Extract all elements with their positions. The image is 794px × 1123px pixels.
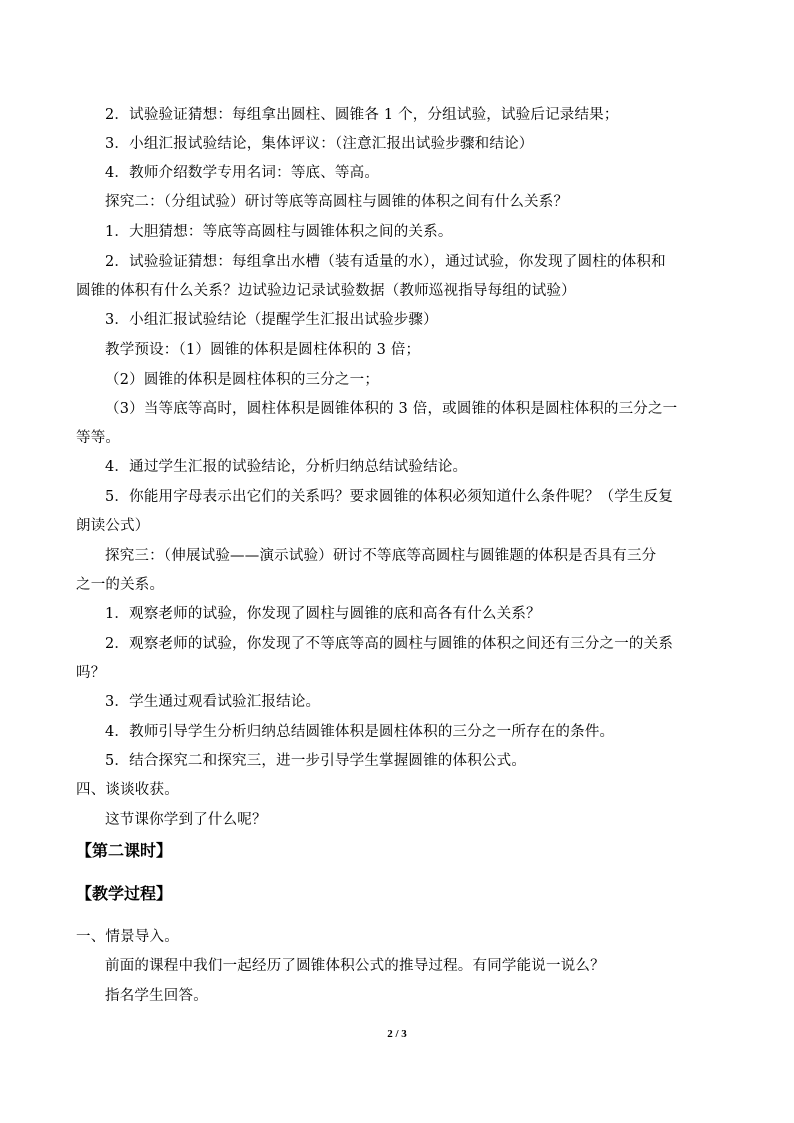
paragraph-line: 教学预设：（1）圆锥的体积是圆柱体积的 3 倍； [105, 342, 421, 358]
paragraph-line: 3．小组汇报试验结论（提醒学生汇报出试验步骤） [105, 312, 438, 328]
section-label-explore-two: 探究二：（分组试验）研讨等底等高圆柱与圆锥的体积之间有什么关系？ [105, 194, 569, 210]
heading-second-lesson: 【第二课时】 [76, 841, 173, 860]
paragraph-line: 2．试验验证猜想：每组拿出水槽（装有适量的水），通过试验，你发现了圆柱的体积和 [105, 254, 666, 270]
paragraph-line: 1．观察老师的试验，你发现了圆柱与圆锥的底和高各有什么关系？ [105, 606, 541, 622]
paragraph-line: 这节课你学到了什么呢？ [105, 812, 267, 828]
paragraph-line: （3）当等底等高时，圆柱体积是圆锥体积的 3 倍，或圆锥的体积是圆柱体积的三分之一 [105, 401, 678, 417]
paragraph-line: 吗？ [76, 665, 106, 681]
paragraph-line: 之一的关系。 [76, 577, 165, 593]
paragraph-line: 2．观察老师的试验，你发现了不等底等高的圆柱与圆锥的体积之间还有三分之一的关系 [105, 636, 674, 652]
paragraph-line: 前面的课程中我们一起经历了圆锥体积公式的推导过程。有同学能说一说么？ [105, 958, 605, 974]
paragraph-line: 等等。 [76, 430, 121, 446]
heading-teaching-process: 【教学过程】 [76, 884, 173, 903]
section-heading-intro: 一、情景导入。 [76, 929, 179, 945]
paragraph-line: 圆锥的体积有什么关系？边试验边记录试验数据（教师巡视指导每组的试验） [76, 283, 576, 299]
paragraph-line: 5．你能用字母表示出它们的关系吗？要求圆锥的体积必须知道什么条件呢？（学生反复 [105, 489, 674, 505]
section-heading-harvest: 四、谈谈收获。 [76, 782, 179, 798]
page-number: 2 / 3 [387, 1028, 407, 1040]
paragraph-line: 2．试验验证猜想：每组拿出圆柱、圆锥各 1 个，分组试验，试验后记录结果； [105, 107, 619, 123]
section-label-explore-three: 探究三：（伸展试验——演示试验）研讨不等底等高圆柱与圆锥题的体积是否具有三分 [105, 548, 657, 564]
paragraph-line: 指名学生回答。 [105, 988, 208, 1004]
paragraph-line: 朗读公式） [76, 518, 150, 534]
paragraph-line: （2）圆锥的体积是圆柱体积的三分之一； [105, 372, 380, 388]
paragraph-line: 4．教师引导学生分析归纳总结圆锥体积是圆柱体积的三分之一所存在的条件。 [105, 724, 615, 740]
paragraph-line: 4．教师介绍数学专用名词：等底、等高。 [105, 165, 380, 181]
paragraph-line: 3．学生通过观看试验汇报结论。 [105, 694, 321, 710]
paragraph-line: 3．小组汇报试验结论，集体评议：（注意汇报出试验步骤和结论） [105, 136, 534, 152]
paragraph-line: 5．结合探究二和探究三，进一步引导学生掌握圆锥的体积公式。 [105, 753, 527, 769]
paragraph-line: 4．通过学生汇报的试验结论，分析归纳总结试验结论。 [105, 459, 468, 475]
paragraph-line: 1．大胆猜想：等底等高圆柱与圆锥体积之间的关系。 [105, 224, 453, 240]
